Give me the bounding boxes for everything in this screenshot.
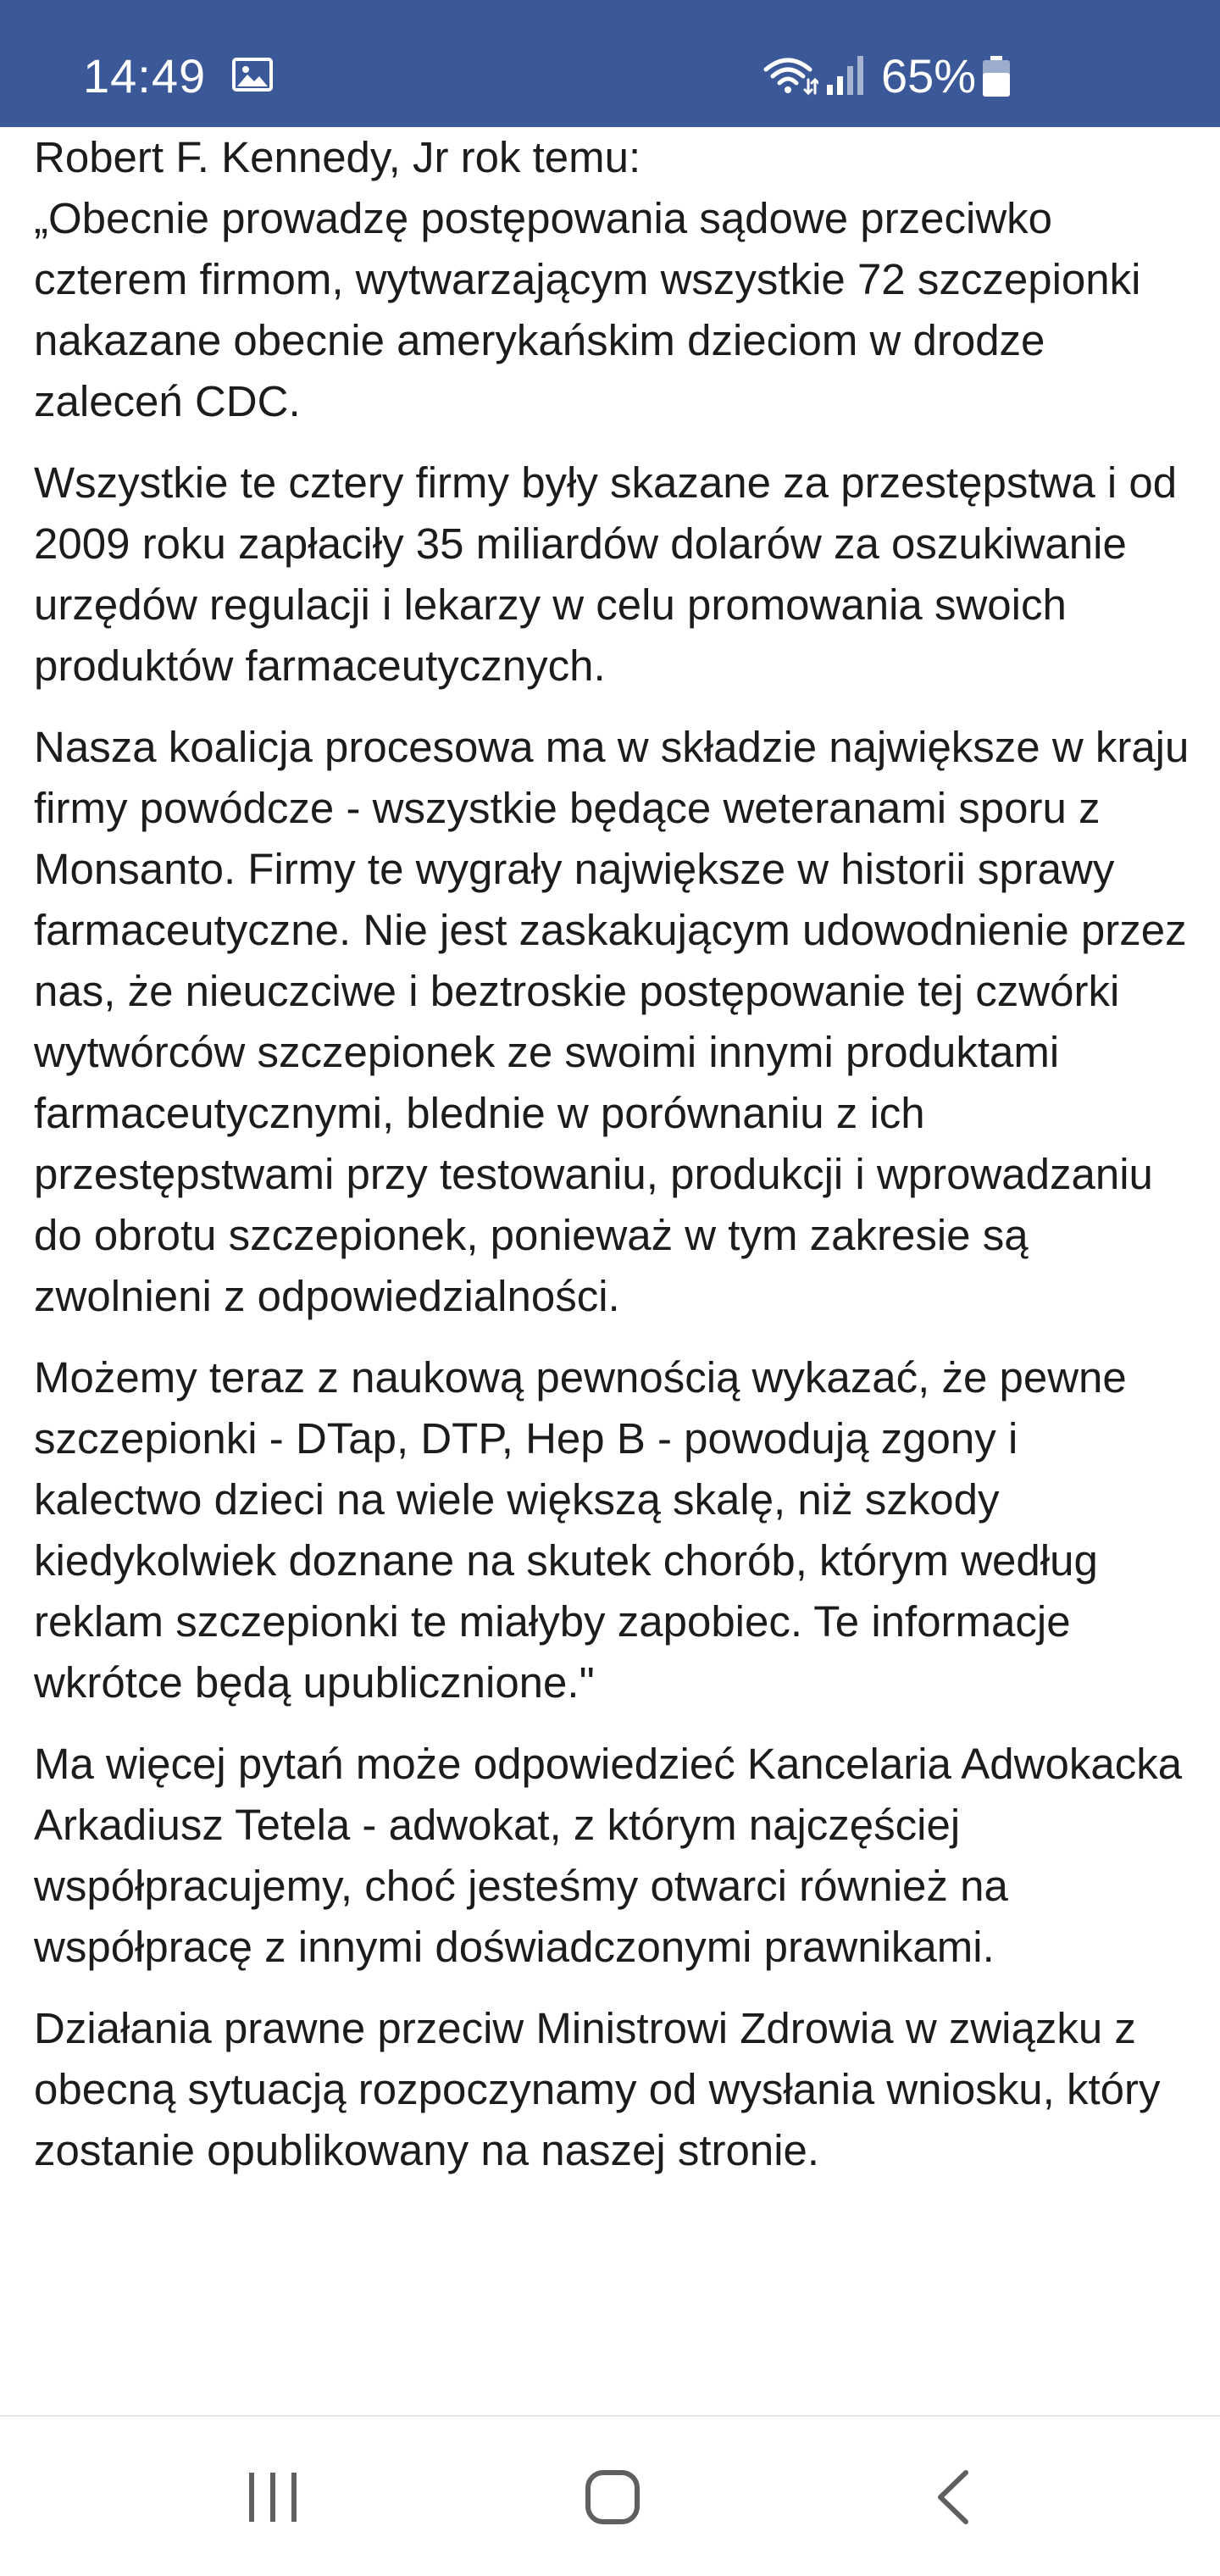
wifi-icon (762, 54, 818, 97)
paragraph-5: Ma więcej pytań może odpowiedzieć Kancelaria Adwokacka Arkadiusz Tetela - adwokat, z którym najczęściej współpracujemy, choć jesteśmy otwarci również na współpracę z innymi doświadczonymi prawnikami. (34, 1740, 1183, 1971)
recent-apps-icon[interactable] (246, 2468, 300, 2527)
paragraph-2: Wszystkie te cztery firmy były skazane za przestępstwa i od 2009 roku zapłaciły 35 miliardów dolarów za oszukiwanie urzędów regulacji i lekarzy w celu promowania swoich produktów farmaceutycznych. (34, 458, 1178, 690)
paragraph-3: Nasza koalicja procesowa ma w składzie największe w kraju firmy powódcze - wszystkie będące weteranami sporu z Monsanto. Firmy te wygrały największe w historii sprawy farmaceutyczne. Nie jest zaskakującym udowodnienie przez nas, że nieuczciwe i beztroskie postępowanie tej czwórki wytwórców szczepionek ze swoimi innymi produktami farmaceutycznymi, blednie w porównaniu z ich przestępstwami przy testowaniu, produkcji i wprowadzaniu do obrotu szczepionek, ponieważ w tym zakresie są zwolnieni z odpowiedzialności. (34, 723, 1190, 1320)
home-icon[interactable] (585, 2469, 640, 2525)
signal-icon (824, 54, 866, 97)
back-icon[interactable] (932, 2468, 974, 2527)
article-content (34, 127, 1195, 2415)
paragraph-4: Możemy teraz z naukową pewnością wykazać, że pewne szczepionki - DTap, DTP, Hep B - powodują zgony i kalectwo dzieci na wiele większą skalę, niż szkody kiedykolwiek doznane na skutek chorób, którym według reklam szczepionki te miałyby zapobiec. Te informacje wkrótce będą upublicznione." (34, 1353, 1127, 1707)
status-time: 14:49 (83, 49, 207, 103)
status-bar (0, 0, 1220, 127)
image-icon (232, 58, 273, 92)
paragraph-1: Robert F. Kennedy, Jr rok temu: „Obecnie prowadzę postępowania sądowe przeciwko czterem firmom, wytwarzającym wszystkie 72 szczepionki nakazane obecnie amerykańskim dzieciom w drodze zaleceń CDC. (34, 133, 1141, 425)
navigation-bar (0, 2415, 1220, 2576)
battery-icon (981, 56, 1012, 98)
paragraph-6: Działania prawne przeciw Ministrowi Zdrowia w związku z obecną sytuacją rozpoczynamy od wysłania wniosku, który zostanie opublikowany na naszej stronie. (34, 2004, 1161, 2174)
battery-percentage: 65% (881, 49, 977, 103)
